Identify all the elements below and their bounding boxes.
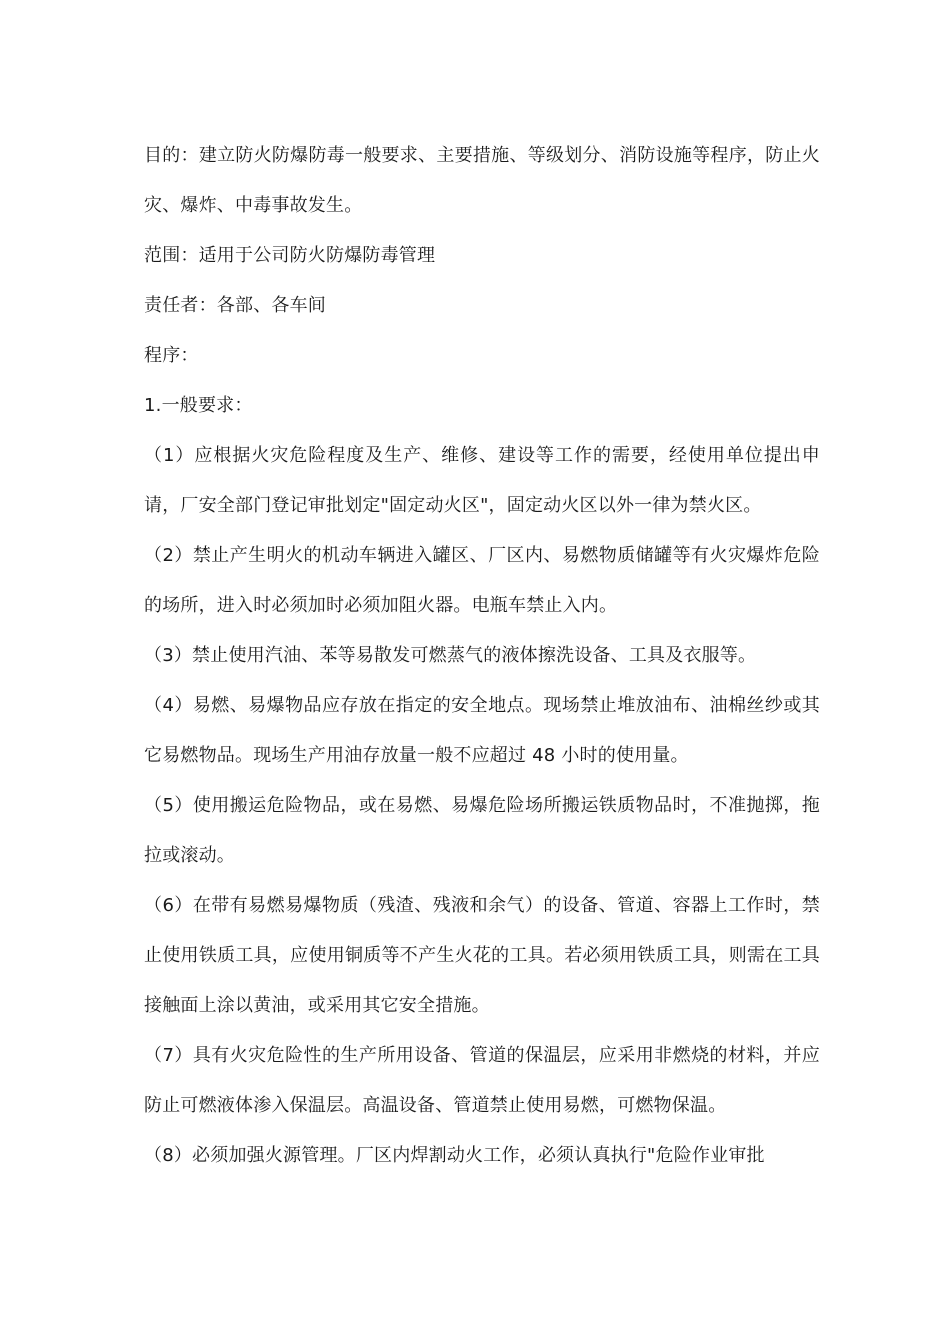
- paragraph-purpose: 目的：建立防火防爆防毒一般要求、主要措施、等级划分、消防设施等程序，防止火灾、爆炸、中毒事故发生。: [144, 145, 820, 216]
- list-item-6: （6）在带有易燃易爆物质（残渣、残液和余气）的设备、管道、容器上工作时，禁止使用铁质工具，应使用铜质等不产生火花的工具。若必须用铁质工具，则需在工具接触面上涂以黄油，或采用其它安全措施。: [144, 895, 820, 1016]
- list-item-2: （2）禁止产生明火的机动车辆进入罐区、厂区内、易燃物质储罐等有火灾爆炸危险的场所，进入时必须加时必须加阻火器。电瓶车禁止入内。: [144, 545, 820, 616]
- section-heading-general-requirements: 1.一般要求：: [144, 395, 253, 416]
- list-item-5: （5）使用搬运危险物品，或在易燃、易爆危险场所搬运铁质物品时，不准抛掷，拖拉或滚动。: [144, 795, 820, 866]
- document-body: [144, 131, 820, 1181]
- list-item-3: （3）禁止使用汽油、苯等易散发可燃蒸气的液体擦洗设备、工具及衣服等。: [144, 645, 757, 666]
- paragraph-procedure-heading: 程序：: [144, 345, 199, 366]
- list-item-8: （8）必须加强火源管理。厂区内焊割动火工作，必须认真执行"危险作业审批: [144, 1145, 765, 1166]
- paragraph-scope: 范围：适用于公司防火防爆防毒管理: [144, 245, 436, 266]
- paragraph-responsible: 责任者：各部、各车间: [144, 295, 326, 316]
- list-item-1: （1）应根据火灾危险程度及生产、维修、建设等工作的需要，经使用单位提出申请，厂安全部门登记审批划定"固定动火区"，固定动火区以外一律为禁火区。: [144, 445, 820, 516]
- list-item-4: （4）易燃、易爆物品应存放在指定的安全地点。现场禁止堆放油布、油棉丝纱或其它易燃物品。现场生产用油存放量一般不应超过 48 小时的使用量。: [144, 695, 820, 766]
- list-item-7: （7）具有火灾危险性的生产所用设备、管道的保温层，应采用非燃烧的材料，并应防止可燃液体渗入保温层。高温设备、管道禁止使用易燃，可燃物保温。: [144, 1045, 820, 1116]
